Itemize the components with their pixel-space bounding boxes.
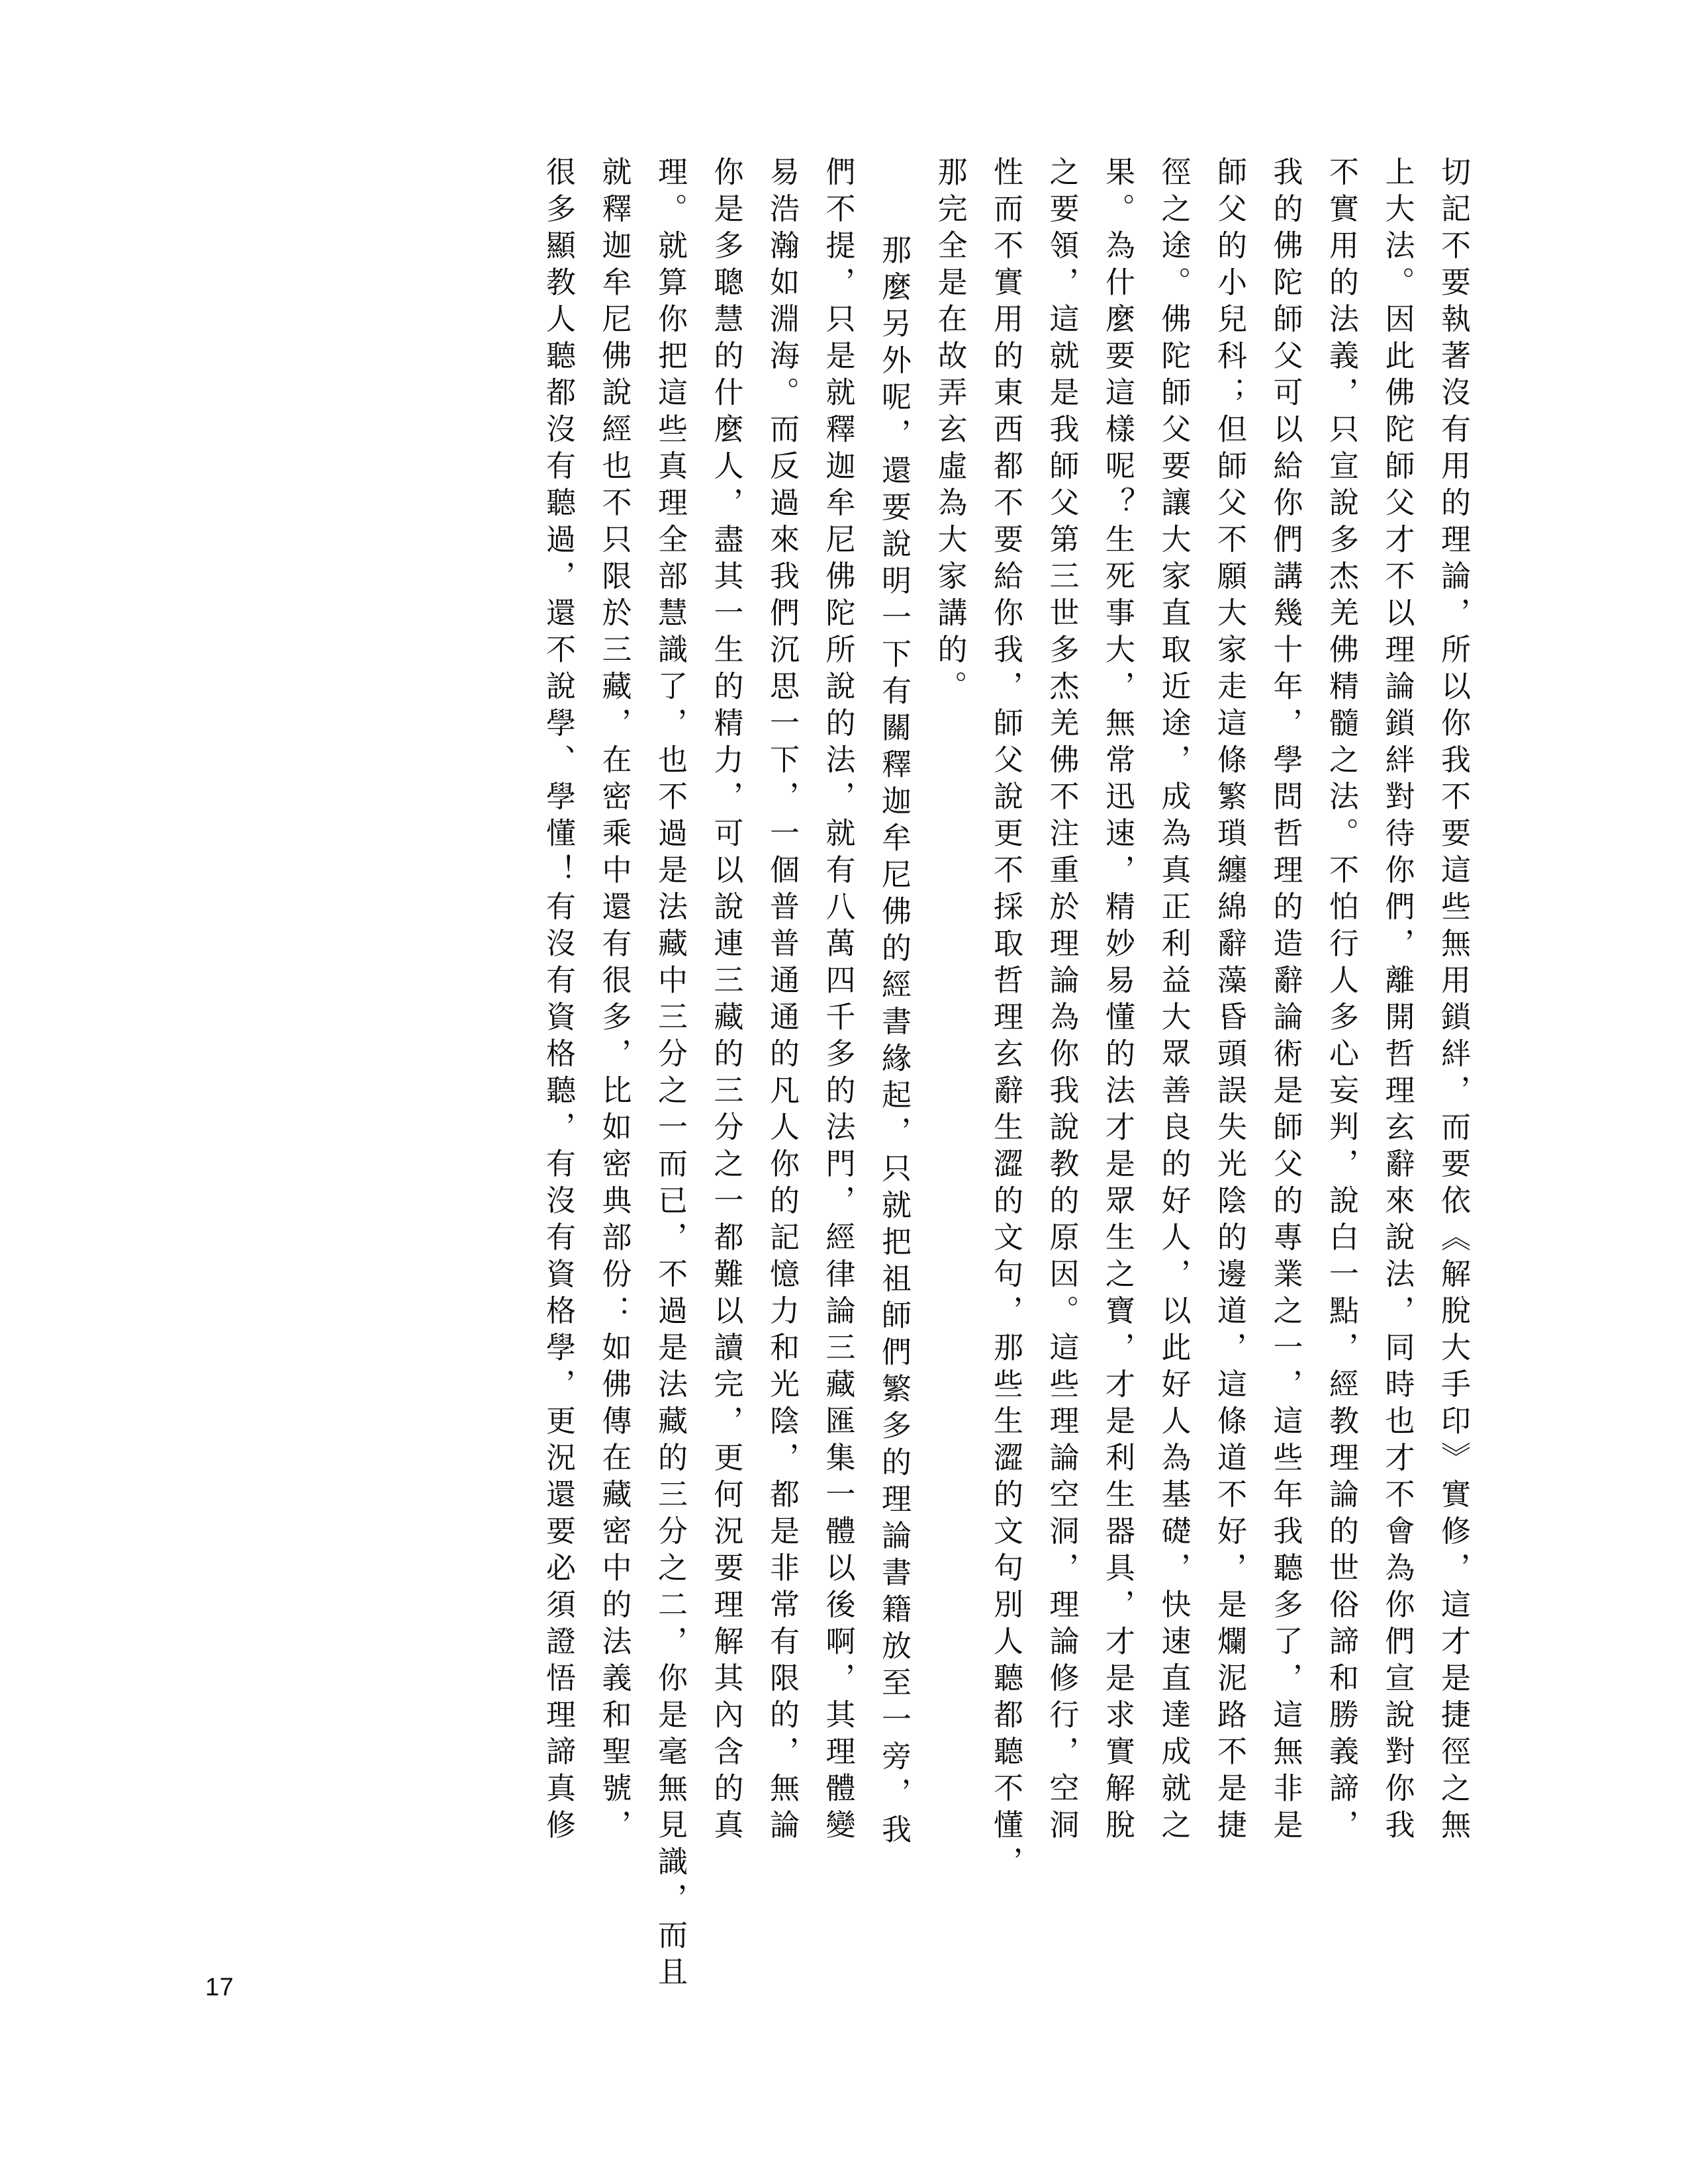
text-column: 就釋迦牟尼佛說經也不只限於三藏，在密乘中還有很多，比如密典部份：如佛傳在藏密中的法義和聖號， [596,156,632,1846]
text-column: 上大法。因此佛陀師父才不以理論鎖絆對待你們，離開哲理玄辭來說法，同時也才不會為你們宣說對你我 [1380,156,1415,1846]
page-number: 17 [205,1974,234,2001]
text-column: 那完全是在故弄玄虛為大家講的。 [932,156,968,707]
text-column: 你是多聰慧的什麼人，盡其一生的精力，可以說連三藏的三分之一都難以讀完，更何況要理解其內含的真 [708,156,744,1846]
text-column: 不實用的法義，只宣說多杰羌佛精髓之法。不怕行人多心妄判，說白一點，經教理論的世俗諦和勝義諦， [1324,156,1359,1846]
text-column: 師父的小兒科；但師父不願大家走這條繁瑣纏綿辭藻昏頭誤失光陰的邊道，這條道不好，是爛泥路不是捷 [1212,156,1247,1846]
text-column: 很多顯教人聽都沒有聽過，還不說學、學懂！有沒有資格聽，有沒有資格學，更況還要必須證悟理諦真修 [541,156,576,1846]
text-column: 性而不實用的東西都不要給你我，師父說更不採取哲理玄辭生澀的文句，那些生澀的文句別人聽都聽不懂， [988,156,1023,1883]
text-column: 徑之途。佛陀師父要讓大家直取近途，成為真正利益大眾善良的好人，以此好人為基礎，快速直達成就之 [1156,156,1192,1846]
text-column: 理。就算你把這些真理全部慧識了，也不過是法藏中三分之一而已，不過是法藏的三分之二，你是毫無見識，而且 [653,156,688,1993]
text-column: 之要領，這就是我師父第三世多杰羌佛不注重於理論為你我說教的原因。這些理論空洞，理論修行，空洞 [1044,156,1080,1846]
vertical-text-body [218,156,1471,1993]
text-column-paragraph-start: 那麼另外呢，還要說明一下有關釋迦牟尼佛的經書緣起，只就把祖師們繁多的理論書籍放至一旁，我 [876,234,912,1850]
text-column: 易浩瀚如淵海。而反過來我們沉思一下，一個普普通通的凡人你的記憶力和光陰，都是非常有限的，無論 [765,156,800,1846]
text-column: 果。為什麼要這樣呢？生死事大，無常迅速，精妙易懂的法才是眾生之寶，才是利生器具，才是求實解脫 [1100,156,1135,1846]
text-column: 切記不要執著沒有用的理論，所以你我不要這些無用鎖絆，而要依《解脫大手印》實修，這才是捷徑之無 [1436,156,1471,1846]
text-column: 們不提，只是就釋迦牟尼佛陀所說的法，就有八萬四千多的法門，經律論三藏匯集一體以後啊，其理體變 [820,156,856,1846]
text-column: 我的佛陀師父可以給你們講幾十年，學問哲理的造辭論術是師父的專業之一，這些年我聽多了，這無非是 [1268,156,1303,1846]
